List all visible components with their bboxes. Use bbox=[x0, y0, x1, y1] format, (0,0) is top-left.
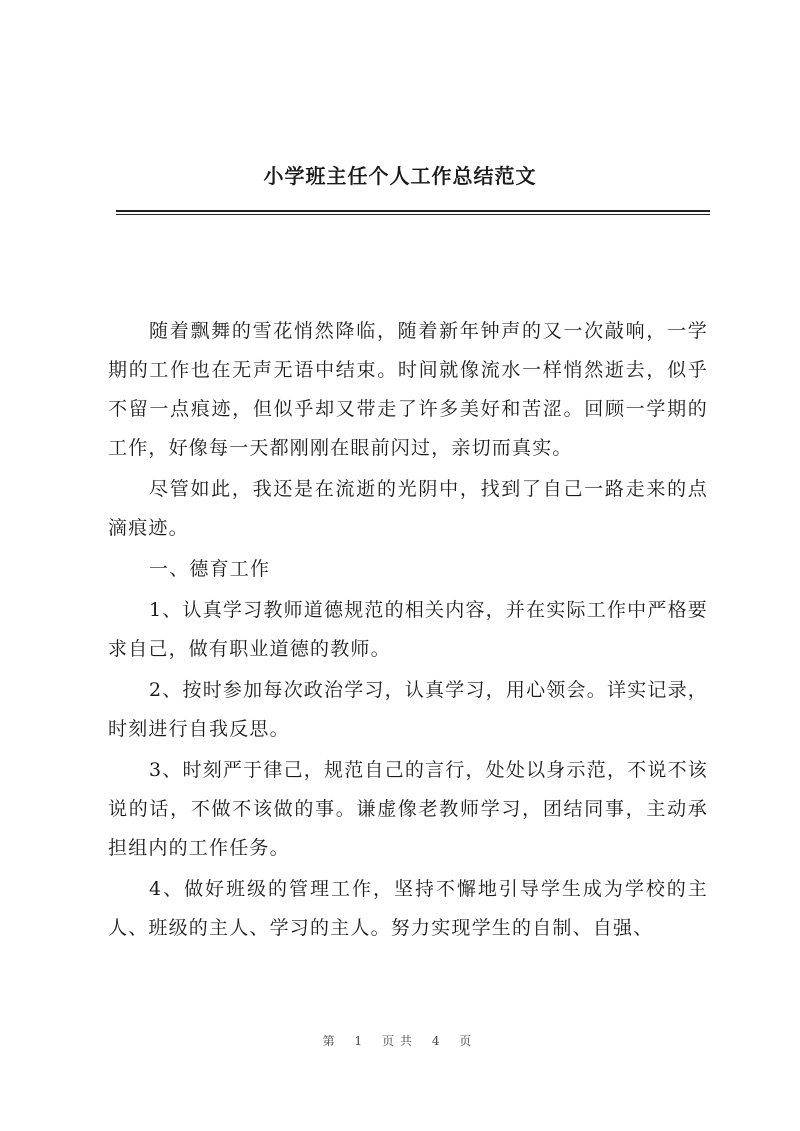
paragraph: 尽管如此，我还是在流逝的光阴中，找到了自己一路走来的点滴痕迹。 bbox=[108, 478, 708, 539]
paragraph: 4、做好班级的管理工作，坚持不懈地引导学生成为学校的主人、班级的主人、学习的主人。努力实现学生的自制、自强、 bbox=[108, 878, 708, 939]
title-divider-thin bbox=[116, 214, 710, 215]
footer-page-number: 1 bbox=[354, 1034, 369, 1048]
footer-total-pages: 4 bbox=[431, 1034, 446, 1048]
section-heading: 一、德育工作 bbox=[149, 558, 271, 580]
document-body bbox=[108, 312, 708, 950]
footer-middle: 页共 bbox=[381, 1034, 418, 1048]
paragraph: 2、按时参加每次政治学习，认真学习，用心领会。详实记录，时刻进行自我反思。 bbox=[108, 679, 708, 740]
paragraph: 随着飘舞的雪花悄然降临，随着新年钟声的又一次敲响，一学期的工作也在无声无语中结束。时间就像流水一样悄然逝去，似乎不留一点痕迹，但似乎却又带走了许多美好和苦涩。回顾一学期的工作，好像每一天都刚刚在眼前闪过，亲切而真实。 bbox=[108, 320, 708, 459]
footer-prefix: 第 bbox=[322, 1034, 341, 1048]
paragraph: 3、时刻严于律己，规范自己的言行，处处以身示范，不说不该说的话，不做不该做的事。谦虚像老教师学习，团结同事，主动承担组内的工作任务。 bbox=[108, 759, 708, 859]
title-divider bbox=[116, 210, 710, 212]
document-title: 小学班主任个人工作总结范文 bbox=[263, 164, 537, 188]
page-footer bbox=[0, 1032, 800, 1049]
footer-suffix: 页 bbox=[459, 1034, 478, 1048]
paragraph: 1、认真学习教师道德规范的相关内容，并在实际工作中严格要求自己，做有职业道德的教师。 bbox=[108, 599, 708, 660]
